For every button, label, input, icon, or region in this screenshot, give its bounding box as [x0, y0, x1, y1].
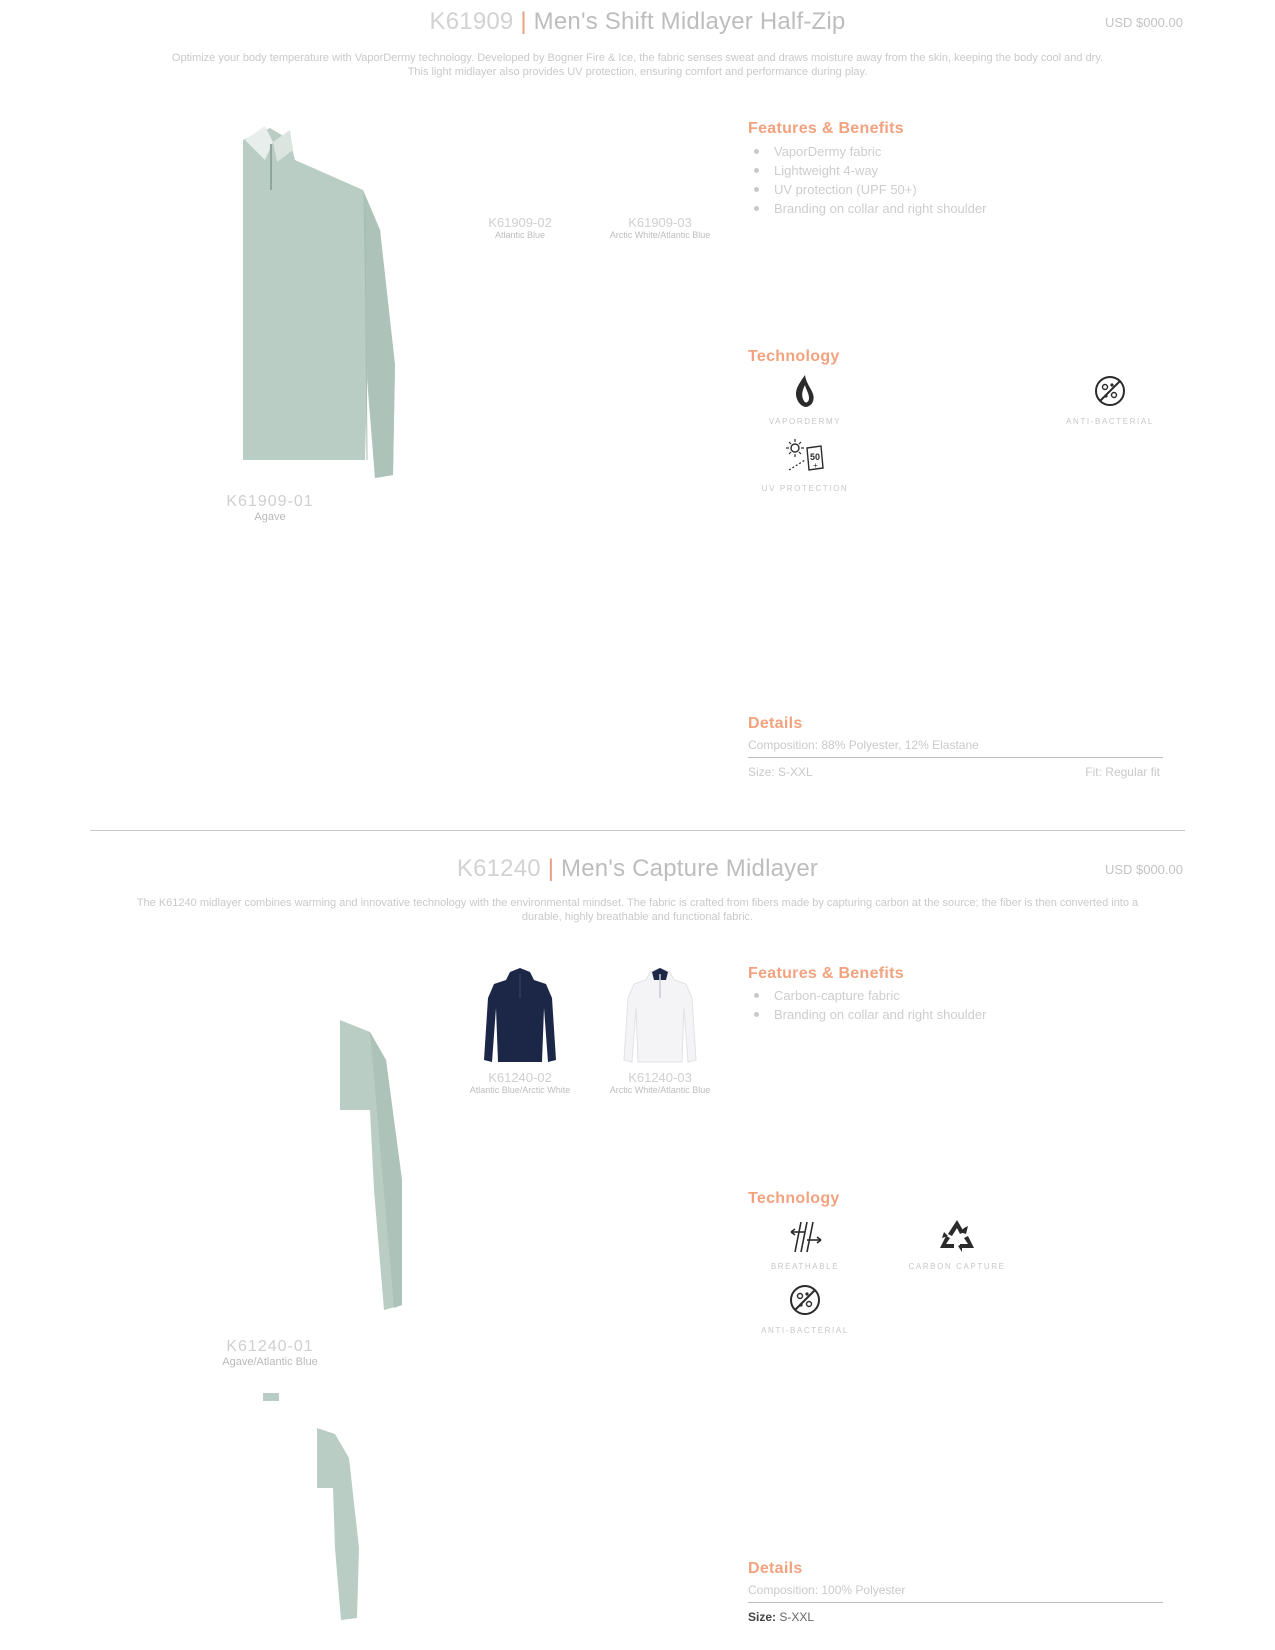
breathable-icon	[750, 1218, 860, 1254]
tech-anti-bacterial: ANTI-BACTERIAL	[750, 1282, 860, 1335]
tech-uv-protection: 50 + UV PROTECTION	[750, 438, 860, 493]
swatch-2[interactable]: K61240-03 Arctic White/Atlantic Blue	[609, 1070, 711, 1095]
product-title: K61909 | Men's Shift Midlayer Half-Zip	[429, 8, 846, 35]
tech-anti-bacterial: ANTI-BACTERIAL	[1055, 373, 1165, 426]
hero-caption	[180, 493, 360, 523]
hero-image	[215, 120, 405, 485]
anti-bacterial-icon	[1055, 373, 1165, 409]
product-name: Men's Capture Midlayer	[561, 855, 819, 882]
uv-protection-icon	[750, 438, 860, 476]
hero-color: Agave	[254, 511, 286, 523]
features-heading: Features & Benefits	[748, 120, 904, 137]
features-heading: Features & Benefits	[748, 965, 904, 982]
size-range: Size: S-XXL	[748, 765, 813, 779]
product-code: K61240	[456, 855, 541, 882]
swatch-image-2[interactable]	[620, 968, 700, 1068]
tech-placeholder	[930, 373, 1040, 417]
size-range: Size: S-XXL	[748, 1610, 815, 1624]
details-heading: Details	[748, 715, 803, 732]
product-title: K61240 | Men's Capture Midlayer	[456, 855, 819, 882]
swatch-image-1[interactable]	[480, 968, 560, 1068]
details-divider	[748, 1602, 1163, 1603]
hero-caption	[180, 1338, 360, 1368]
hero-thumbnail-indicator[interactable]	[263, 1393, 279, 1401]
product-description: Optimize your body temperature with VaporDermy technology. Developed by Bogner Fire & Ice, the fabric senses sweat and draws moisture away from the skin, keeping the body cool and dry. This light midlayer also provides UV protection, ensuring comfort and performance during play.	[171, 52, 1104, 78]
flame-drop-icon	[750, 373, 860, 409]
hero-code: K61240-01	[226, 1338, 314, 1355]
feature-item: Carbon-capture fabric	[748, 986, 986, 1005]
svg-text:+: +	[813, 461, 818, 470]
swatch-1[interactable]: K61909-02 Atlantic Blue	[488, 215, 552, 240]
hero-code: K61909-01	[226, 493, 314, 510]
features-list	[748, 142, 986, 218]
details-divider	[748, 757, 1163, 758]
tech-carbon-capture: CARBON CAPTURE	[902, 1218, 1012, 1271]
product-code: K61909	[429, 8, 514, 35]
hero-color: Agave/Atlantic Blue	[222, 1356, 318, 1368]
product-price: USD $000.00	[1104, 862, 1183, 877]
recycle-icon	[902, 1218, 1012, 1254]
tech-placeholder	[1055, 1218, 1165, 1262]
section-divider	[90, 830, 1185, 831]
feature-item: Branding on collar and right shoulder	[748, 199, 986, 218]
product-section-2	[0, 840, 1275, 1650]
features-list	[748, 986, 986, 1024]
feature-item: VaporDermy fabric	[748, 142, 986, 161]
product-description: The K61240 midlayer combines warming and innovative technology with the environmental mindset. The fabric is crafted from fibers made by capturing carbon at the source; the fiber is then converted into a durable, highly breathable and functional fabric.	[136, 897, 1139, 923]
details-heading: Details	[748, 1560, 803, 1577]
hero-image	[330, 1020, 410, 1320]
feature-item: UV protection (UPF 50+)	[748, 180, 986, 199]
composition: Composition: 88% Polyester, 12% Elastane	[748, 738, 979, 752]
feature-item: Lightweight 4-way	[748, 161, 986, 180]
feature-item: Branding on collar and right shoulder	[748, 1005, 986, 1024]
tech-vapordermy: VAPORDERMY	[750, 373, 860, 426]
tech-breathable: BREATHABLE	[750, 1218, 860, 1271]
fit: Fit: Regular fit	[1085, 765, 1160, 779]
anti-bacterial-icon	[750, 1282, 860, 1318]
technology-heading: Technology	[748, 1190, 840, 1207]
composition: Composition: 100% Polyester	[748, 1583, 906, 1597]
technology-heading: Technology	[748, 348, 840, 365]
svg-text:50: 50	[810, 452, 821, 462]
swatch-2[interactable]: K61909-03 Arctic White/Atlantic Blue	[609, 215, 711, 240]
product-price: USD $000.00	[1104, 15, 1183, 30]
swatch-1[interactable]: K61240-02 Atlantic Blue/Arctic White	[469, 1070, 571, 1095]
hero-secondary-image	[315, 1428, 365, 1628]
product-name: Men's Shift Midlayer Half-Zip	[533, 8, 846, 35]
